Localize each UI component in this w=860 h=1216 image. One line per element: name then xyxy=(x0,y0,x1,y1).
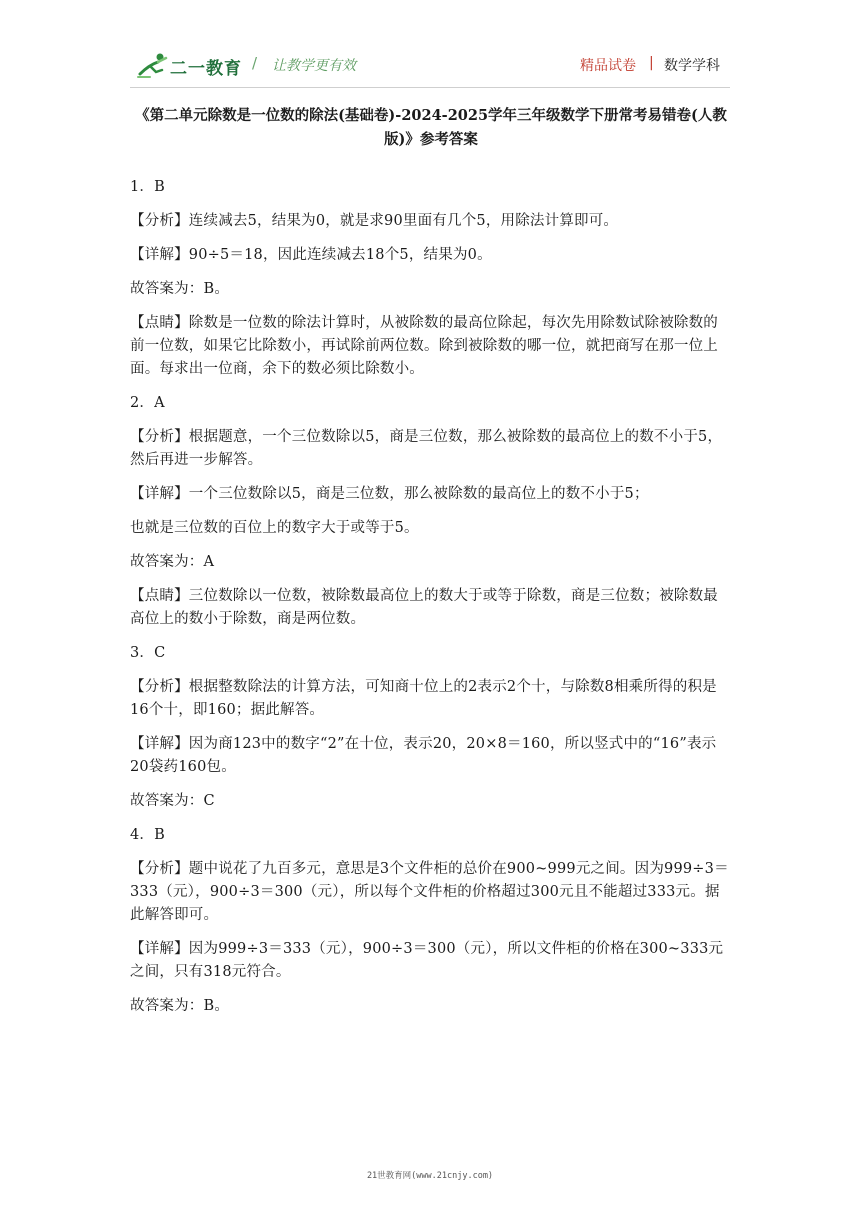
answer-conclusion: 故答案为：A xyxy=(130,554,215,570)
answer-number: 1．B xyxy=(130,179,165,195)
detail-paragraph: 【详解】因为商123中的数字“2”在十位，表示20，20×8＝160，所以竖式中的“16”表示20袋药160包。 xyxy=(130,736,717,775)
answer-conclusion: 故答案为：C xyxy=(130,793,215,809)
slogan: 让教学更有效 xyxy=(272,58,356,74)
page-header xyxy=(0,0,860,100)
header-divider xyxy=(130,87,730,88)
detail-paragraph: 【详解】因为999÷3＝333（元），900÷3＝300（元），所以文件柜的价格在300~333元之间，只有318元符合。 xyxy=(130,941,724,980)
comment-paragraph: 【点睛】三位数除以一位数，被除数最高位上的数大于或等于除数，商是三位数；被除数最高位上的数小于除数，商是两位数。 xyxy=(130,588,718,627)
answer-number: 3．C xyxy=(130,645,166,661)
answer-conclusion: 故答案为：B。 xyxy=(130,281,230,297)
analysis-paragraph: 【分析】题中说花了九百多元，意思是3个文件柜的总价在900~999元之间。因为999÷3＝333（元），900÷3＝300（元），所以每个文件柜的价格超过300元且不能超过333元。据此解答即可。 xyxy=(130,861,729,923)
logo-text: 二一教育 xyxy=(170,59,242,79)
header-tag-premium: 精品试卷 xyxy=(580,58,636,74)
detail-paragraph-continued: 也就是三位数的百位上的数字大于或等于5。 xyxy=(130,520,419,536)
answer-conclusion: 故答案为：B。 xyxy=(130,998,230,1014)
slogan-divider: / xyxy=(252,54,258,72)
page-footer: 21世教育网(www.21cnjy.com) xyxy=(366,1171,494,1181)
brand-logo xyxy=(136,50,244,80)
header-tag-subject: 数学学科 xyxy=(664,58,720,74)
runner-logo-icon xyxy=(136,50,172,80)
answer-number: 2．A xyxy=(130,395,165,411)
document-title: 《第二单元除数是一位数的除法(基础卷)-2024-2025学年三年级数学下册常考易错卷(人教版)》参考答案 xyxy=(135,107,727,148)
answer-number: 4．B xyxy=(130,827,165,843)
comment-paragraph: 【点睛】除数是一位数的除法计算时，从被除数的最高位除起，每次先用除数试除被除数的前一位数，如果它比除数小，再试除前两位数。除到被除数的哪一位，就把商写在那一位上面。每求出一位商，余下的数必须比除数小。 xyxy=(130,315,718,377)
analysis-paragraph: 【分析】连续减去5，结果为0，就是求90里面有几个5，用除法计算即可。 xyxy=(130,213,619,229)
header-tag-separator: | xyxy=(649,55,654,71)
detail-paragraph: 【详解】90÷5＝18，因此连续减去18个5，结果为0。 xyxy=(130,247,492,263)
analysis-paragraph: 【分析】根据题意，一个三位数除以5，商是三位数，那么被除数的最高位上的数不小于5，然后再进一步解答。 xyxy=(130,429,723,468)
analysis-paragraph: 【分析】根据整数除法的计算方法，可知商十位上的2表示2个十，与除数8相乘所得的积是16个十，即160；据此解答。 xyxy=(130,679,717,718)
detail-paragraph: 【详解】一个三位数除以5，商是三位数，那么被除数的最高位上的数不小于5； xyxy=(130,486,649,502)
answer-body xyxy=(130,176,732,1029)
